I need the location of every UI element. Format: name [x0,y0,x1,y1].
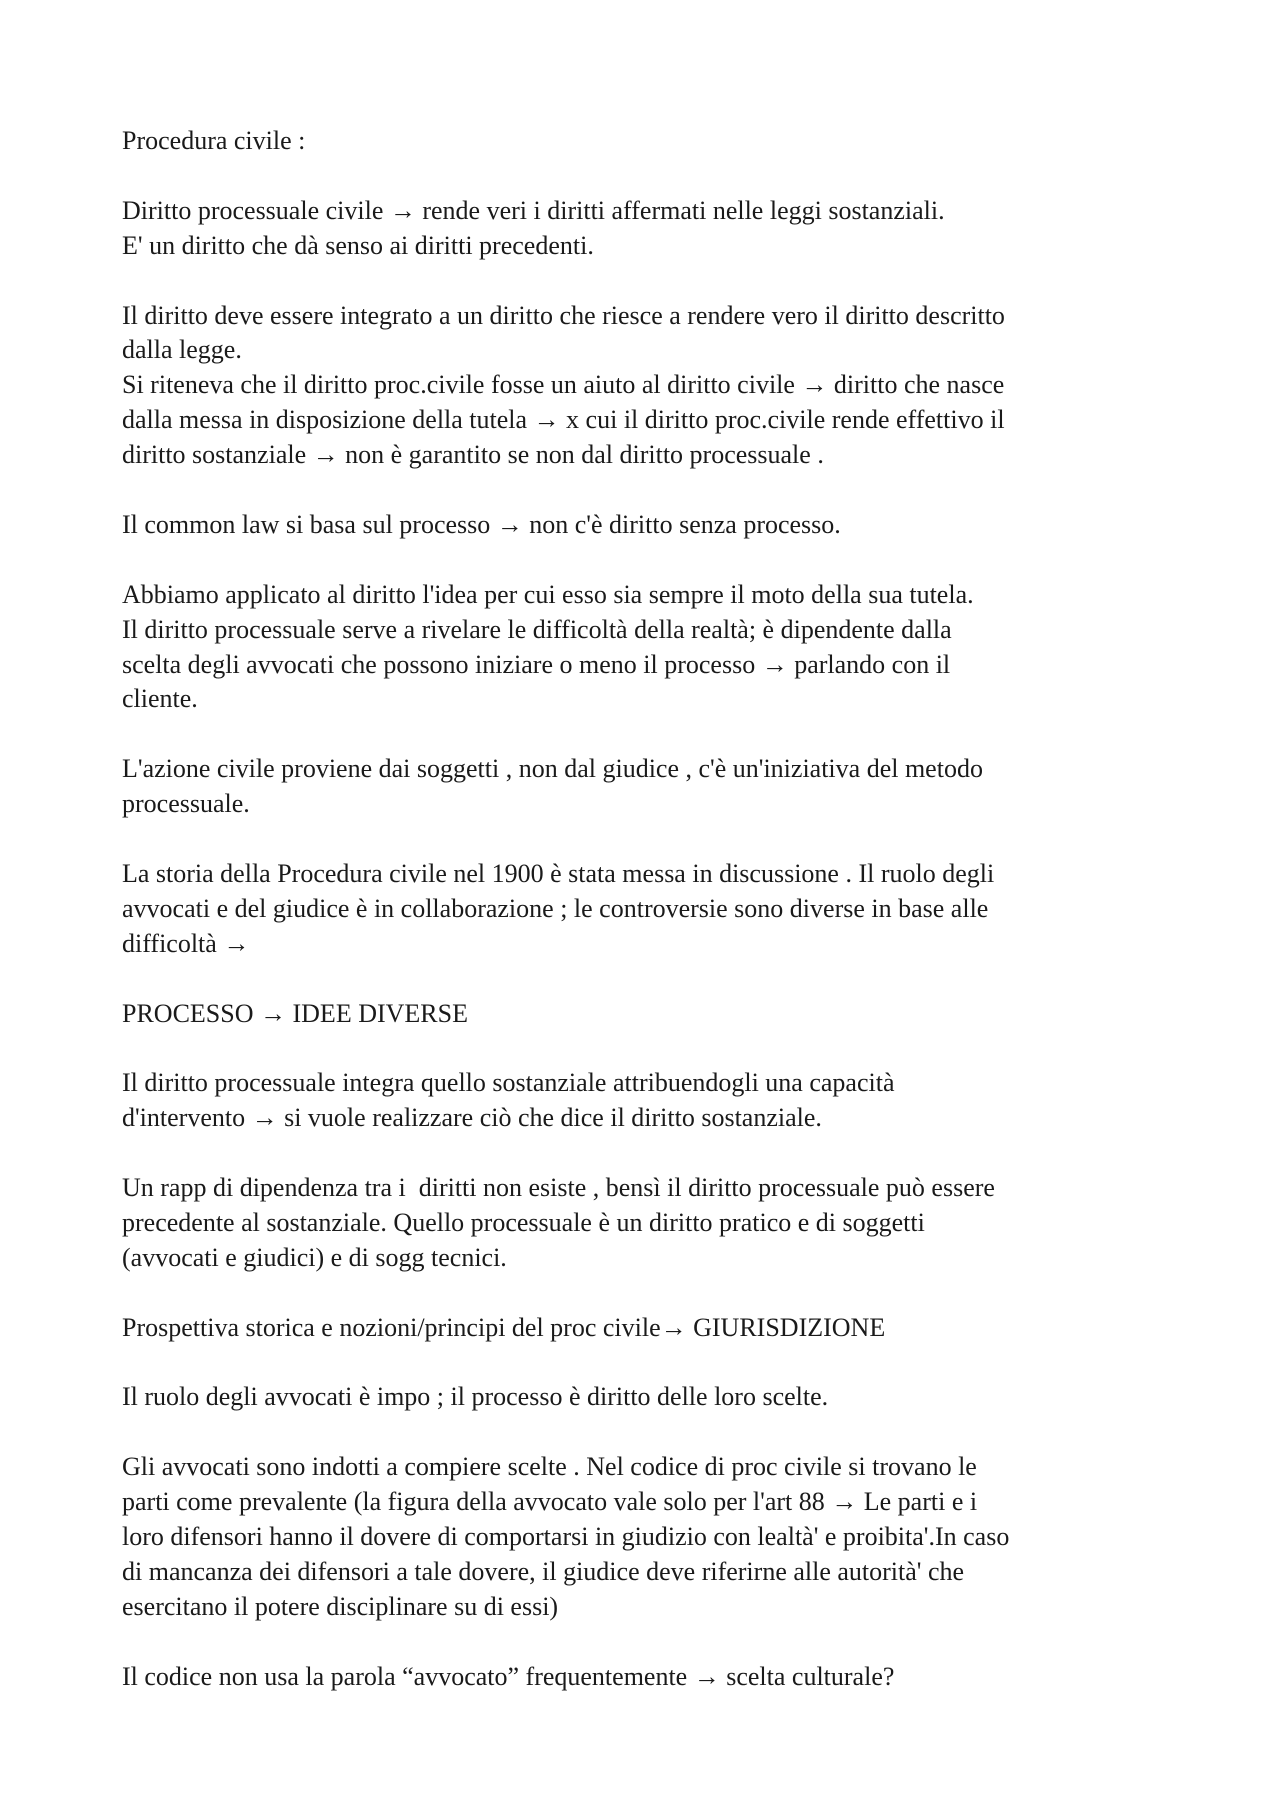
text-line: diritto sostanziale → non è garantito se non dal diritto processuale . [122,440,824,470]
text-line: scelta degli avvocati che possono iniziare o meno il processo → parlando con il [122,649,951,679]
paragraph [122,1171,1167,1276]
text-line: processuale. [122,789,250,819]
paragraph [122,857,1167,962]
text-line: difficoltà → [122,928,250,958]
paragraph-title [122,124,1167,159]
text-line: Il common law si basa sul processo → non c'è diritto senza processo. [122,509,841,539]
text-line: precedente al sostanziale. Quello processuale è un diritto pratico e di soggetti [122,1207,925,1237]
text-line: cliente. [122,684,198,714]
paragraph [122,1450,1167,1625]
document-page [122,124,1167,1729]
text-line: Procedura civile : [122,126,306,155]
paragraph [122,508,1167,543]
paragraph [122,1311,1167,1346]
text-line: esercitano il potere disciplinare su di essi) [122,1591,559,1621]
text-line: d'intervento → si vuole realizzare ciò che dice il diritto sostanziale. [122,1103,822,1133]
text-line: avvocati e del giudice è in collaborazione ; le controversie sono diverse in base alle [122,893,989,923]
text-line: E' un diritto che dà senso ai diritti precedenti. [122,230,594,260]
text-line: di mancanza dei difensori a tale dovere, il giudice deve riferirne alle autorità' che [122,1556,965,1586]
text-line: Il codice non usa la parola “avvocato” frequentemente → scelta culturale? [122,1661,895,1691]
text-line: loro difensori hanno il dovere di comportarsi in giudizio con lealtà' e proibita'.In caso [122,1522,1010,1552]
text-line: Il diritto processuale integra quello sostanziale attribuendogli una capacità [122,1068,895,1098]
paragraph-heading [122,997,1167,1032]
text-line: Prospettiva storica e nozioni/principi del proc civile→ GIURISDIZIONE [122,1312,886,1342]
paragraph [122,578,1167,718]
text-line: Il diritto deve essere integrato a un diritto che riesce a rendere vero il diritto descritto [122,300,1005,330]
text-line: dalla legge. [122,335,242,365]
text-line: (avvocati e giudici) e di sogg tecnici. [122,1242,507,1272]
text-line: Il ruolo degli avvocati è impo ; il processo è diritto delle loro scelte. [122,1382,829,1412]
text-line: dalla messa in disposizione della tutela → x cui il diritto proc.civile rende effettivo il [122,405,1005,435]
text-line: Il diritto processuale serve a rivelare le difficoltà della realtà; è dipendente dalla [122,614,952,644]
text-line: L'azione civile proviene dai soggetti , non dal giudice , c'è un'iniziativa del metodo [122,754,983,784]
text-line: Gli avvocati sono indotti a compiere scelte . Nel codice di proc civile si trovano le [122,1452,977,1482]
text-line: Un rapp di dipendenza tra i diritti non esiste , bensì il diritto processuale può essere [122,1173,995,1203]
paragraph [122,752,1167,822]
paragraph [122,1066,1167,1136]
paragraph [122,194,1167,264]
paragraph [122,1660,1167,1695]
text-line: La storia della Procedura civile nel 1900 è stata messa in discussione . Il ruolo degli [122,858,995,888]
paragraph [122,1380,1167,1415]
paragraph [122,299,1167,474]
text-line: Diritto processuale civile → rende veri i diritti affermati nelle leggi sostanziali. [122,195,945,225]
text-line: Si riteneva che il diritto proc.civile fosse un aiuto al diritto civile → diritto che nasce [122,370,1005,400]
text-line: PROCESSO → IDEE DIVERSE [122,998,468,1028]
text-line: Abbiamo applicato al diritto l'idea per cui esso sia sempre il moto della sua tutela. [122,579,974,609]
text-line: parti come prevalente (la figura della avvocato vale solo per l'art 88 → Le parti e i [122,1487,978,1517]
